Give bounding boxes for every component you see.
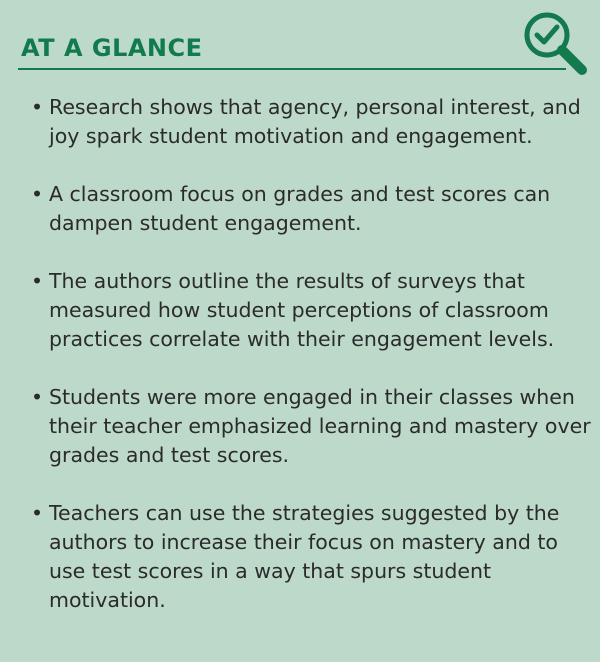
bullet-text: Research shows that agency, personal interest, and joy spark student motivation and engagement. <box>49 95 581 148</box>
bullet-marker: • <box>31 95 44 119</box>
bullet-marker: • <box>31 501 44 525</box>
list-item <box>31 267 591 354</box>
header-divider <box>18 68 566 70</box>
list-item <box>31 93 591 151</box>
magnifier-check-icon <box>520 10 592 78</box>
bullet-marker: • <box>31 385 44 409</box>
list-item <box>31 180 591 238</box>
bullet-marker: • <box>31 182 44 206</box>
bullet-list <box>31 93 591 615</box>
bullet-marker: • <box>31 269 44 293</box>
page-title: AT A GLANCE <box>21 34 203 62</box>
header <box>18 34 588 70</box>
bullet-text: A classroom focus on grades and test scores can dampen student engagement. <box>49 182 551 235</box>
bullet-text: The authors outline the results of surveys that measured how student perceptions of classroom practices correlate with their engagement levels. <box>49 269 555 351</box>
list-item <box>31 383 591 470</box>
bullet-text: Students were more engaged in their classes when their teacher emphasized learning and mastery over grades and test scores. <box>49 385 591 467</box>
bullet-text: Teachers can use the strategies suggested by the authors to increase their focus on mastery and to use test scores in a way that spurs student motivation. <box>49 501 560 612</box>
list-item <box>31 499 591 615</box>
